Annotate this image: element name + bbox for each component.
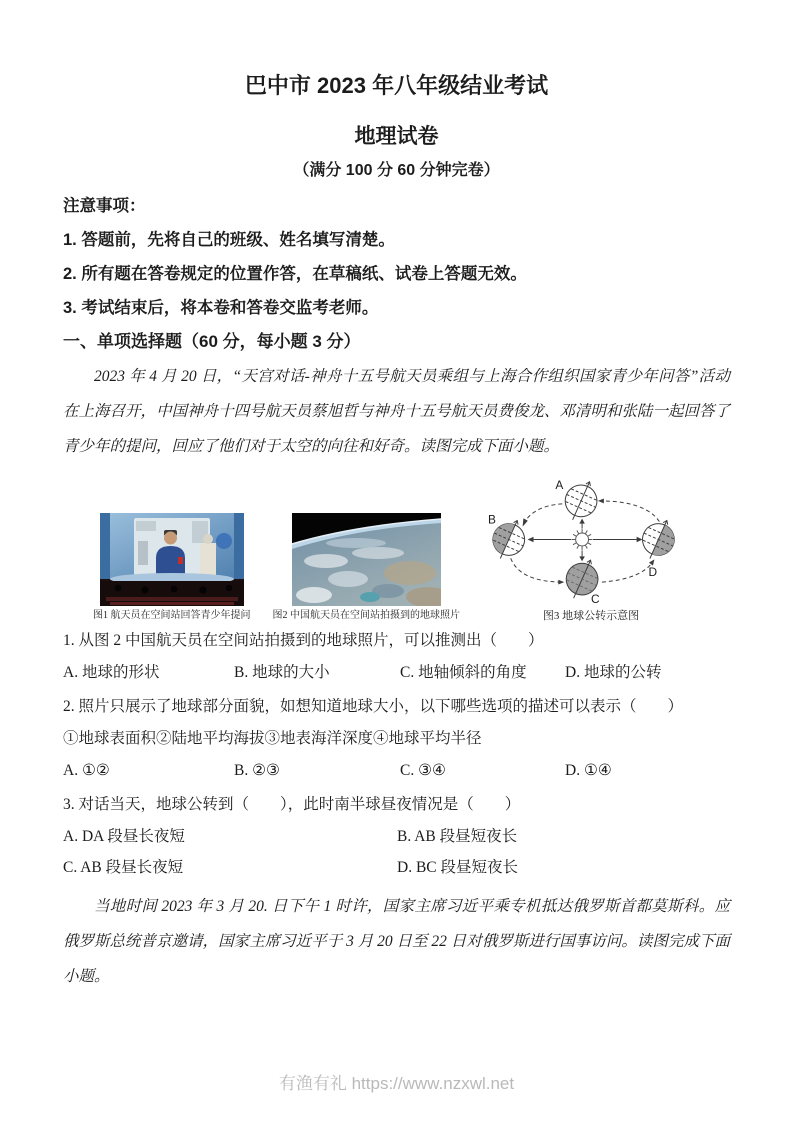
option-b: B. AB 段昼短夜长 xyxy=(397,828,518,845)
figure-3 xyxy=(482,472,700,623)
question-1-stem: 1. 从图 2 中国航天员在空间站拍摄到的地球照片，可以推测出（ ） xyxy=(63,632,544,649)
earth-revolution-diagram xyxy=(482,472,700,606)
option-b: B. ②③ xyxy=(234,762,280,779)
question-3 xyxy=(63,789,730,883)
section-heading: 一、单项选择题（60 分，每小题 3 分） xyxy=(63,332,361,351)
option-d: D. 地球的公转 xyxy=(565,664,662,681)
question-2-stem: 2. 照片只展示了地球部分面貌，如想知道地球大小，以下哪些选项的描述可以表示（ ） xyxy=(63,698,684,715)
exam-score-info: （满分 100 分 60 分钟完卷） xyxy=(293,162,500,179)
notice-item-3: 3. 考试结束后，将本卷和答卷交监考老师。 xyxy=(63,299,379,317)
diagram-label-a: A xyxy=(555,477,564,492)
question-2-supplement: ①地球表面积②陆地平均海拔③地表海洋深度④地球平均半径 xyxy=(63,730,482,747)
notice-block xyxy=(63,195,730,319)
question-3-options xyxy=(63,821,730,883)
figure-2-caption: 图2 中国航天员在空间站拍摄到的地球照片 xyxy=(272,610,460,621)
diagram-label-c: C xyxy=(591,591,600,606)
diagram-label-b: B xyxy=(487,512,496,527)
option-a: A. 地球的形状 xyxy=(63,664,160,681)
exam-title: 巴中市 2023 年八年级结业考试 xyxy=(244,73,549,98)
passage-russia-visit: 当地时间 2023 年 3 月 20. 日下午 1 时许，国家主席习近平乘专机抵达俄罗斯首都莫斯科。应俄罗斯总统普京邀请，国家主席习近平于 3 月 20 日至 22 日对俄罗斯进行国事访问。读图完成下面小题。 xyxy=(63,898,730,985)
option-c: C. AB 段昼长夜短 xyxy=(63,859,184,876)
earth-position-a xyxy=(558,475,604,526)
earth-position-d xyxy=(635,514,681,565)
photo-earth-from-space xyxy=(292,513,441,606)
photo-astronaut-broadcast xyxy=(100,513,244,606)
diagram-label-d: D xyxy=(648,565,658,580)
option-d: D. ①④ xyxy=(565,762,612,779)
option-b: B. 地球的大小 xyxy=(234,664,330,681)
site-watermark: 有渔有礼 https://www.nzxwl.net xyxy=(278,1074,515,1093)
notice-item-1: 1. 答题前，先将自己的班级、姓名填写清楚。 xyxy=(63,231,395,249)
notice-item-2: 2. 所有题在答卷规定的位置作答，在草稿纸、试卷上答题无效。 xyxy=(63,265,527,283)
option-c: C. ③④ xyxy=(400,762,446,779)
option-a: A. DA 段昼长夜短 xyxy=(63,828,185,845)
option-c: C. 地轴倾斜的角度 xyxy=(400,664,527,681)
exam-subject: 地理试卷 xyxy=(354,125,439,148)
figure-2 xyxy=(273,513,461,623)
question-1 xyxy=(63,625,730,689)
option-a: A. ①② xyxy=(63,762,110,779)
notice-heading: 注意事项： xyxy=(63,197,146,215)
sun-icon xyxy=(572,529,593,550)
figure-3-caption: 图3 地球公转示意图 xyxy=(542,610,640,622)
question-3-stem: 3. 对话当天，地球公转到（ ），此时南半球昼夜情况是（ ） xyxy=(63,796,521,813)
question-1-options xyxy=(63,657,730,689)
figure-row xyxy=(93,472,730,623)
option-d: D. BC 段昼短夜长 xyxy=(397,859,518,876)
question-2 xyxy=(63,691,730,787)
passage-shenzhou-dialogue: 2023 年 4 月 20 日，“天宫对话-神舟十五号航天员乘组与上海合作组织国家青少年问答”活动在上海召开，中国神舟十四号航天员蔡旭哲与神舟十五号航天员费俊龙、邓清明和张陆一起回答了青少年的提问，回应了他们对于太空的向往和好奇。读图完成下面小题。 xyxy=(63,368,730,455)
figure-1 xyxy=(93,513,251,623)
question-2-options xyxy=(63,755,730,787)
figure-1-caption: 图1 航天员在空间站回答青少年提问 xyxy=(93,610,251,621)
